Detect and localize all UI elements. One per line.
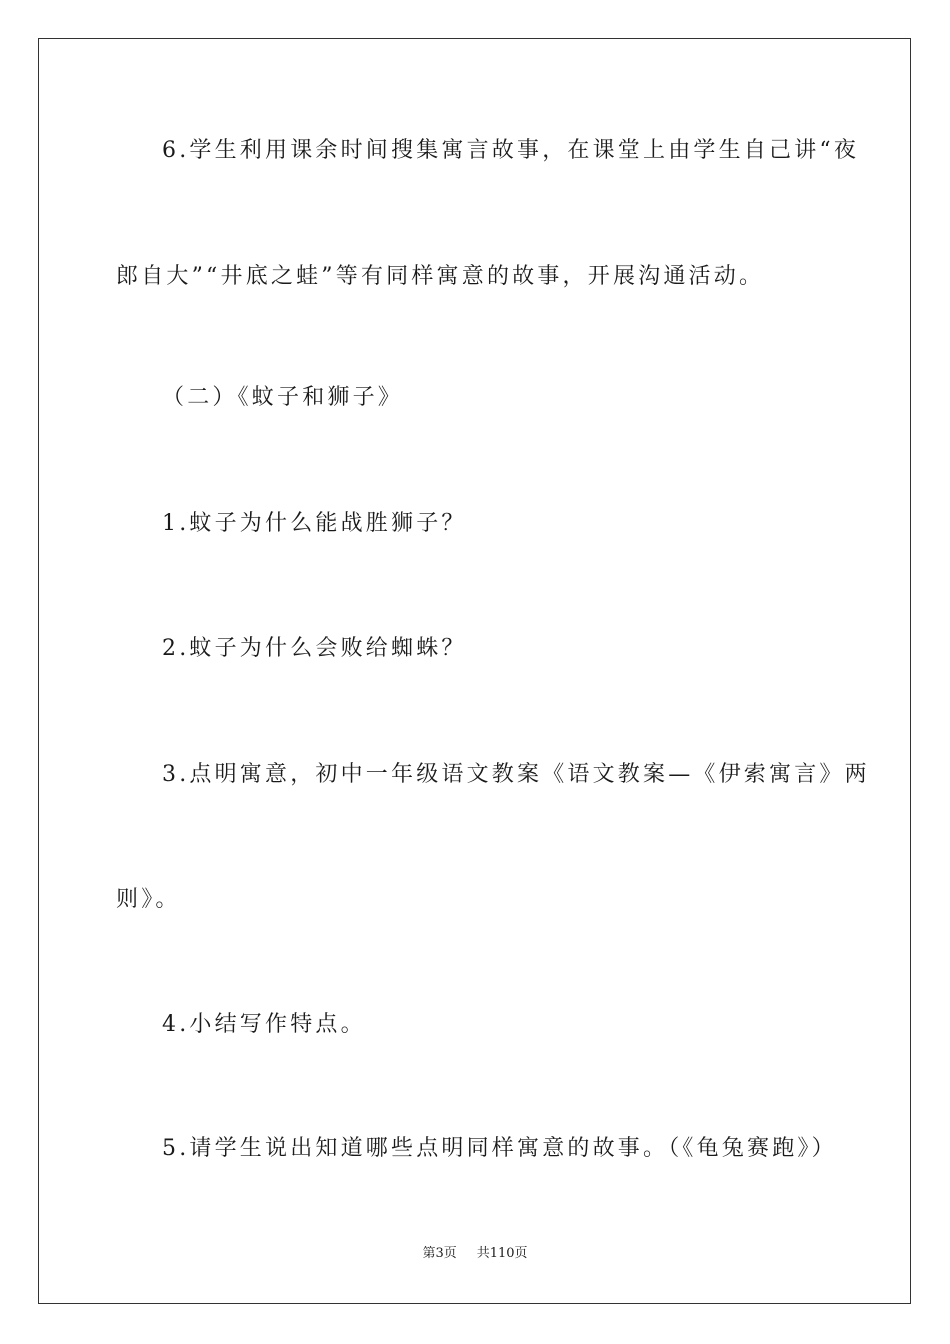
paragraph-line-1: 6.学生利用课余时间搜集寓言故事，在课堂上由学生自己讲“夜 — [162, 138, 860, 163]
page-footer — [0, 1245, 950, 1263]
paragraph-line-3: 3.点明寓意，初中一年级语文教案《语文教案—《伊索寓言》两 — [162, 762, 870, 787]
section-heading: （二）《蚊子和狮子》 — [162, 385, 404, 410]
paragraph-line-5: 5.请学生说出知道哪些点明同样寓意的故事。（《龟兔赛跑》） — [162, 1136, 837, 1161]
paragraph-line-2: 郎自大”“井底之蛙”等有同样寓意的故事，开展沟通活动。 — [116, 264, 765, 289]
paragraph-line-3-continued: 则》。 — [116, 887, 181, 912]
page-number: 第3页 — [422, 1246, 457, 1261]
page-total: 共110页 — [476, 1246, 528, 1261]
page-border — [38, 38, 911, 1304]
question-line-2: 2.蚊子为什么会败给蜘蛛？ — [162, 636, 467, 661]
paragraph-line-4: 4.小结写作特点。 — [162, 1012, 366, 1037]
question-line-1: 1.蚊子为什么能战胜狮子？ — [162, 511, 467, 536]
